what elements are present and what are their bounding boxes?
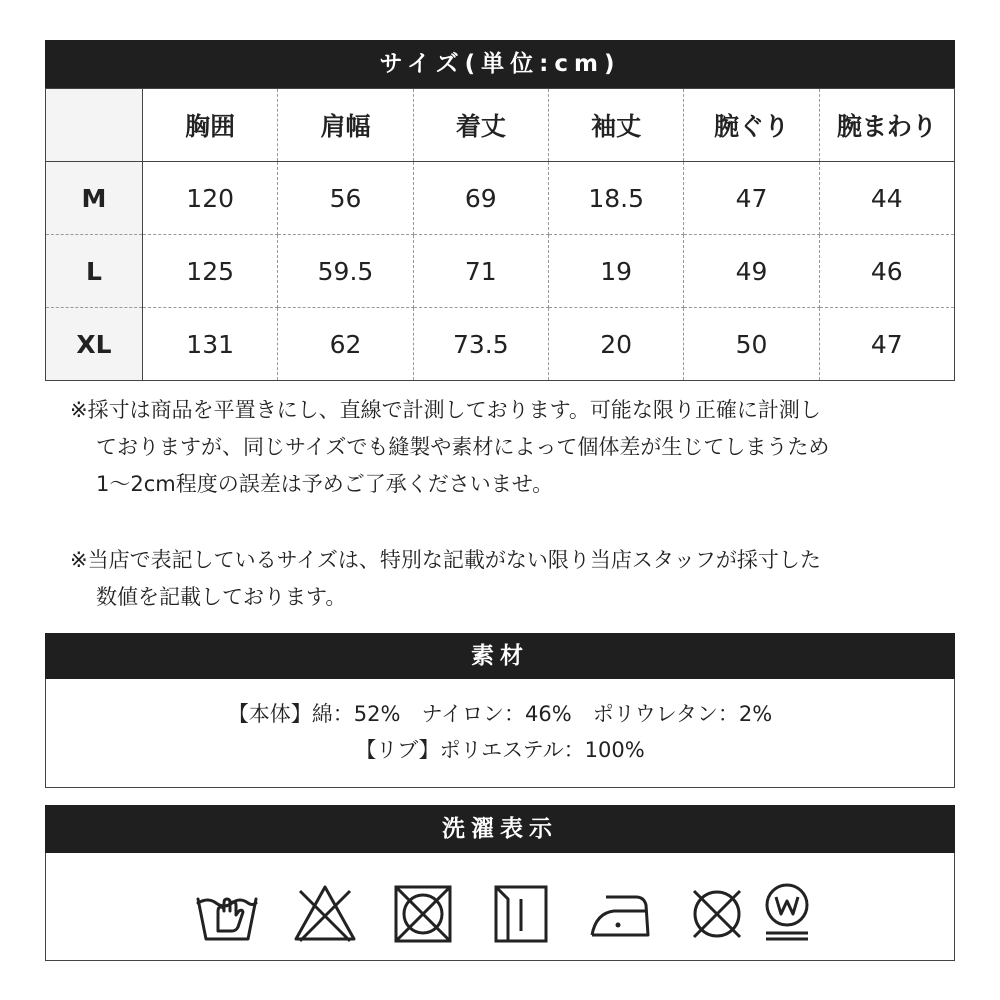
size-table xyxy=(45,88,955,381)
table-cell: 47 xyxy=(819,308,954,381)
table-cell: 71 xyxy=(413,235,548,308)
material-line: 【本体】綿：52% ナイロン：46% ポリウレタン：2% xyxy=(227,702,773,726)
hand-wash-icon xyxy=(194,881,260,947)
washing-icons xyxy=(46,881,954,951)
table-row xyxy=(46,162,955,235)
table-cell: 62 xyxy=(278,308,413,381)
note-line: ※当店で表記しているサイズは、特別な記載がない限り当店スタッフが採寸した xyxy=(70,548,821,572)
column-header: 袖丈 xyxy=(548,89,683,162)
row-header-size: L xyxy=(46,235,143,308)
note-line: 数値を記載しております。 xyxy=(96,585,347,609)
table-cell: 56 xyxy=(278,162,413,235)
table-cell: 46 xyxy=(819,235,954,308)
note-line: ※採寸は商品を平置きにし、直線で計測しております。可能な限り正確に計測し xyxy=(70,398,821,422)
line-dry-shade-icon xyxy=(488,881,554,947)
column-header: 肩幅 xyxy=(278,89,413,162)
table-corner-cell xyxy=(46,89,143,162)
table-cell: 20 xyxy=(548,308,683,381)
table-row xyxy=(46,235,955,308)
table-cell: 69 xyxy=(413,162,548,235)
no-bleach-icon xyxy=(292,881,358,947)
material-title: 素材 xyxy=(45,633,955,679)
table-cell: 49 xyxy=(684,235,819,308)
table-cell: 59.5 xyxy=(278,235,413,308)
material-section xyxy=(45,633,955,788)
column-header: 胸囲 xyxy=(143,89,278,162)
table-cell: 131 xyxy=(143,308,278,381)
iron-low-icon xyxy=(586,881,652,947)
material-list xyxy=(46,696,954,768)
table-cell: 18.5 xyxy=(548,162,683,235)
size-table-header-row xyxy=(46,89,955,162)
table-row xyxy=(46,308,955,381)
note-line: ておりますが、同じサイズでも縫製や素材によって個体差が生じてしまうため xyxy=(96,435,830,459)
note-line: 1～2cm程度の誤差は予めご了承くださいませ。 xyxy=(96,472,554,496)
column-header: 着丈 xyxy=(413,89,548,162)
table-cell: 73.5 xyxy=(413,308,548,381)
size-table-title: サイズ(単位:cm) xyxy=(45,40,955,88)
column-header: 腕まわり xyxy=(819,89,954,162)
wet-clean-gentle-icon xyxy=(754,881,820,947)
row-header-size: M xyxy=(46,162,143,235)
measurement-note xyxy=(70,392,950,503)
table-cell: 44 xyxy=(819,162,954,235)
washing-title: 洗濯表示 xyxy=(45,805,955,853)
washing-section xyxy=(45,805,955,961)
table-cell: 120 xyxy=(143,162,278,235)
column-header: 腕ぐり xyxy=(684,89,819,162)
material-line: 【リブ】ポリエステル：100% xyxy=(355,738,645,762)
size-note xyxy=(70,542,950,616)
row-header-size: XL xyxy=(46,308,143,381)
table-cell: 50 xyxy=(684,308,819,381)
table-cell: 19 xyxy=(548,235,683,308)
no-dry-clean-icon xyxy=(684,881,750,947)
table-cell: 47 xyxy=(684,162,819,235)
no-tumble-dry-icon xyxy=(390,881,456,947)
size-section xyxy=(45,40,955,381)
table-cell: 125 xyxy=(143,235,278,308)
